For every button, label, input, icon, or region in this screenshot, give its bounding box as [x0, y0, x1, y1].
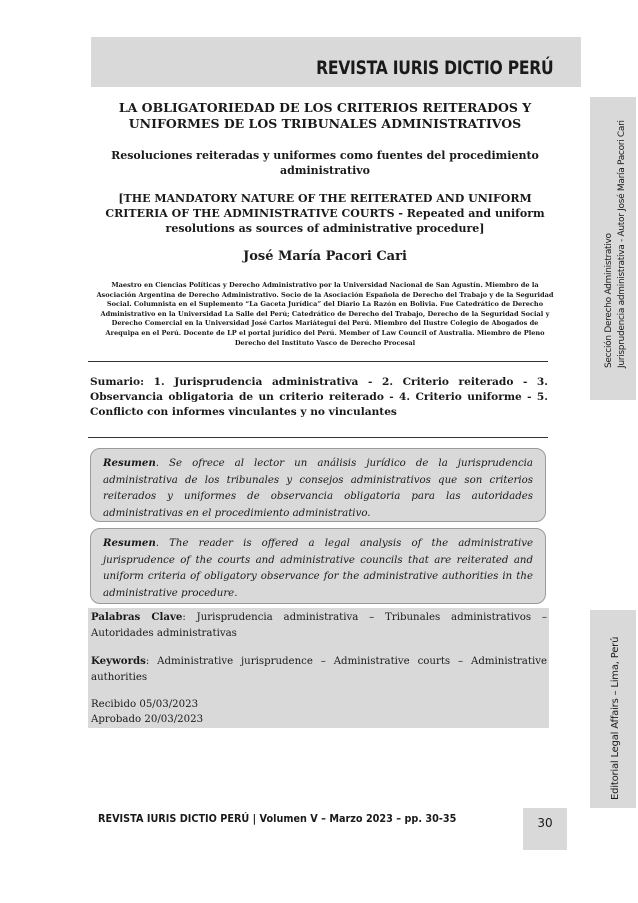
footer-citation: REVISTA IURIS DICTIO PERÚ | Volumen V – Marzo 2023 – pp. 30-35 [98, 812, 457, 825]
abstract-english [90, 528, 546, 604]
side-topic-label: Jurisprudencia administrativa - Autor José María Pacori Cari [617, 120, 627, 368]
author-bio [88, 281, 562, 348]
keywords-text: : Administrative jurisprudence – Administrative courts – Administrative authorities [91, 656, 547, 683]
side-section-label: Sección Derecho Administrativo [604, 233, 614, 368]
keywords-spanish [91, 610, 547, 641]
abstract-spanish [90, 448, 546, 522]
bio-line: Maestro en Ciencias Políticas y Derecho Administrativo por la Universidad Nacional de San Agustín. Miembro de la [111, 281, 539, 289]
author-name: José María Pacori Cari [243, 249, 407, 264]
english-title [95, 191, 555, 236]
english-title-line: resolutions as sources of administrative procedure] [165, 222, 485, 235]
article-subtitle [95, 148, 555, 178]
header-bar [91, 37, 581, 87]
bio-line: Derecho del Instituto Vasco de Derecho Procesal [234, 338, 416, 347]
page-number: 30 [537, 816, 553, 830]
abstract-label: Resumen [103, 537, 156, 549]
article-subtitle-line: Resoluciones reiteradas y uniformes como fuentes del procedimiento [111, 149, 539, 162]
bio-line: Social. Columnista en el Suplemento “La Gaceta Jurídica” del Diario La Razón en Bolivia. Fue Catedrático de Derecho [106, 300, 544, 309]
abstract-text: . The reader is offered a legal analysis of the administrative jurisprudence of the courts and administrative councils that are reiterated and uniform criteria of obligatory observance for the administrative authorities in the administrative procedure. [103, 538, 533, 599]
side-publisher-label: Editorial Legal Affairs – Lima, Perú [610, 636, 621, 800]
keywords-english [91, 654, 547, 685]
approved-date: Aprobado 20/03/2023 [91, 714, 204, 725]
bio-line: Asociación Argentina de Derecho Administrativo. Socio de la Asociación Española de Derecho del Trabajo y de la Seguridad [96, 290, 554, 299]
bio-line: Arequipa en el Perú. Docente de LP el portal jurídico del Perú. Member of Law Council of Australia. Miembro de Pleno [105, 328, 545, 337]
article-title [95, 100, 555, 132]
divider-top [88, 361, 548, 362]
journal-title: REVISTA IURIS DICTIO PERÚ [315, 57, 553, 79]
keywords-block [88, 608, 549, 728]
english-title-line: [THE MANDATORY NATURE OF THE REITERATED AND UNIFORM [118, 192, 532, 205]
keywords-label: Palabras Clave [91, 611, 183, 623]
sumario: Sumario: 1. Jurisprudencia administrativa - 2. Criterio reiterado - 3. Observancia obligatoria de un criterio reiterado - 4. Criterio uniforme - 5. Conflicto con informes vinculantes y no vinculantes [90, 376, 548, 418]
bio-line: Derecho Comercial en la Universidad José Carlos Mariátegui del Perú. Miembro del Ilustre Colegio de Abogados de [111, 319, 539, 328]
abstract-label: Resumen [103, 457, 156, 469]
keywords-text: : Jurisprudencia administrativa – Tribunales administrativos – Autoridades administrativas [91, 612, 547, 639]
article-title-line: LA OBLIGATORIEDAD DE LOS CRITERIOS REITERADOS Y [118, 100, 532, 115]
article-title-line: UNIFORMES DE LOS TRIBUNALES ADMINISTRATIVOS [128, 116, 522, 131]
received-date: Recibido 05/03/2023 [91, 699, 199, 710]
bio-line: Administrativo en la Universidad La Salle del Perú; Catedrático de Derecho del Trabajo, Derecho de la Seguridad Social y [100, 309, 550, 318]
english-title-line: CRITERIA OF THE ADMINISTRATIVE COURTS - Repeated and uniform [105, 207, 545, 220]
article-subtitle-line: administrativo [280, 164, 370, 177]
page-number-box [523, 808, 567, 850]
divider-bottom [88, 437, 548, 438]
abstract-text: . Se ofrece al lector un análisis jurídico de la jurisprudencia administrativa de los tribunales y consejos administrativos que son criterios reiterados y uniformes de observancia obligatoria para las autoridades administrativas en el procedimiento administrativo. [103, 458, 533, 519]
keywords-label: Keywords [91, 655, 146, 667]
